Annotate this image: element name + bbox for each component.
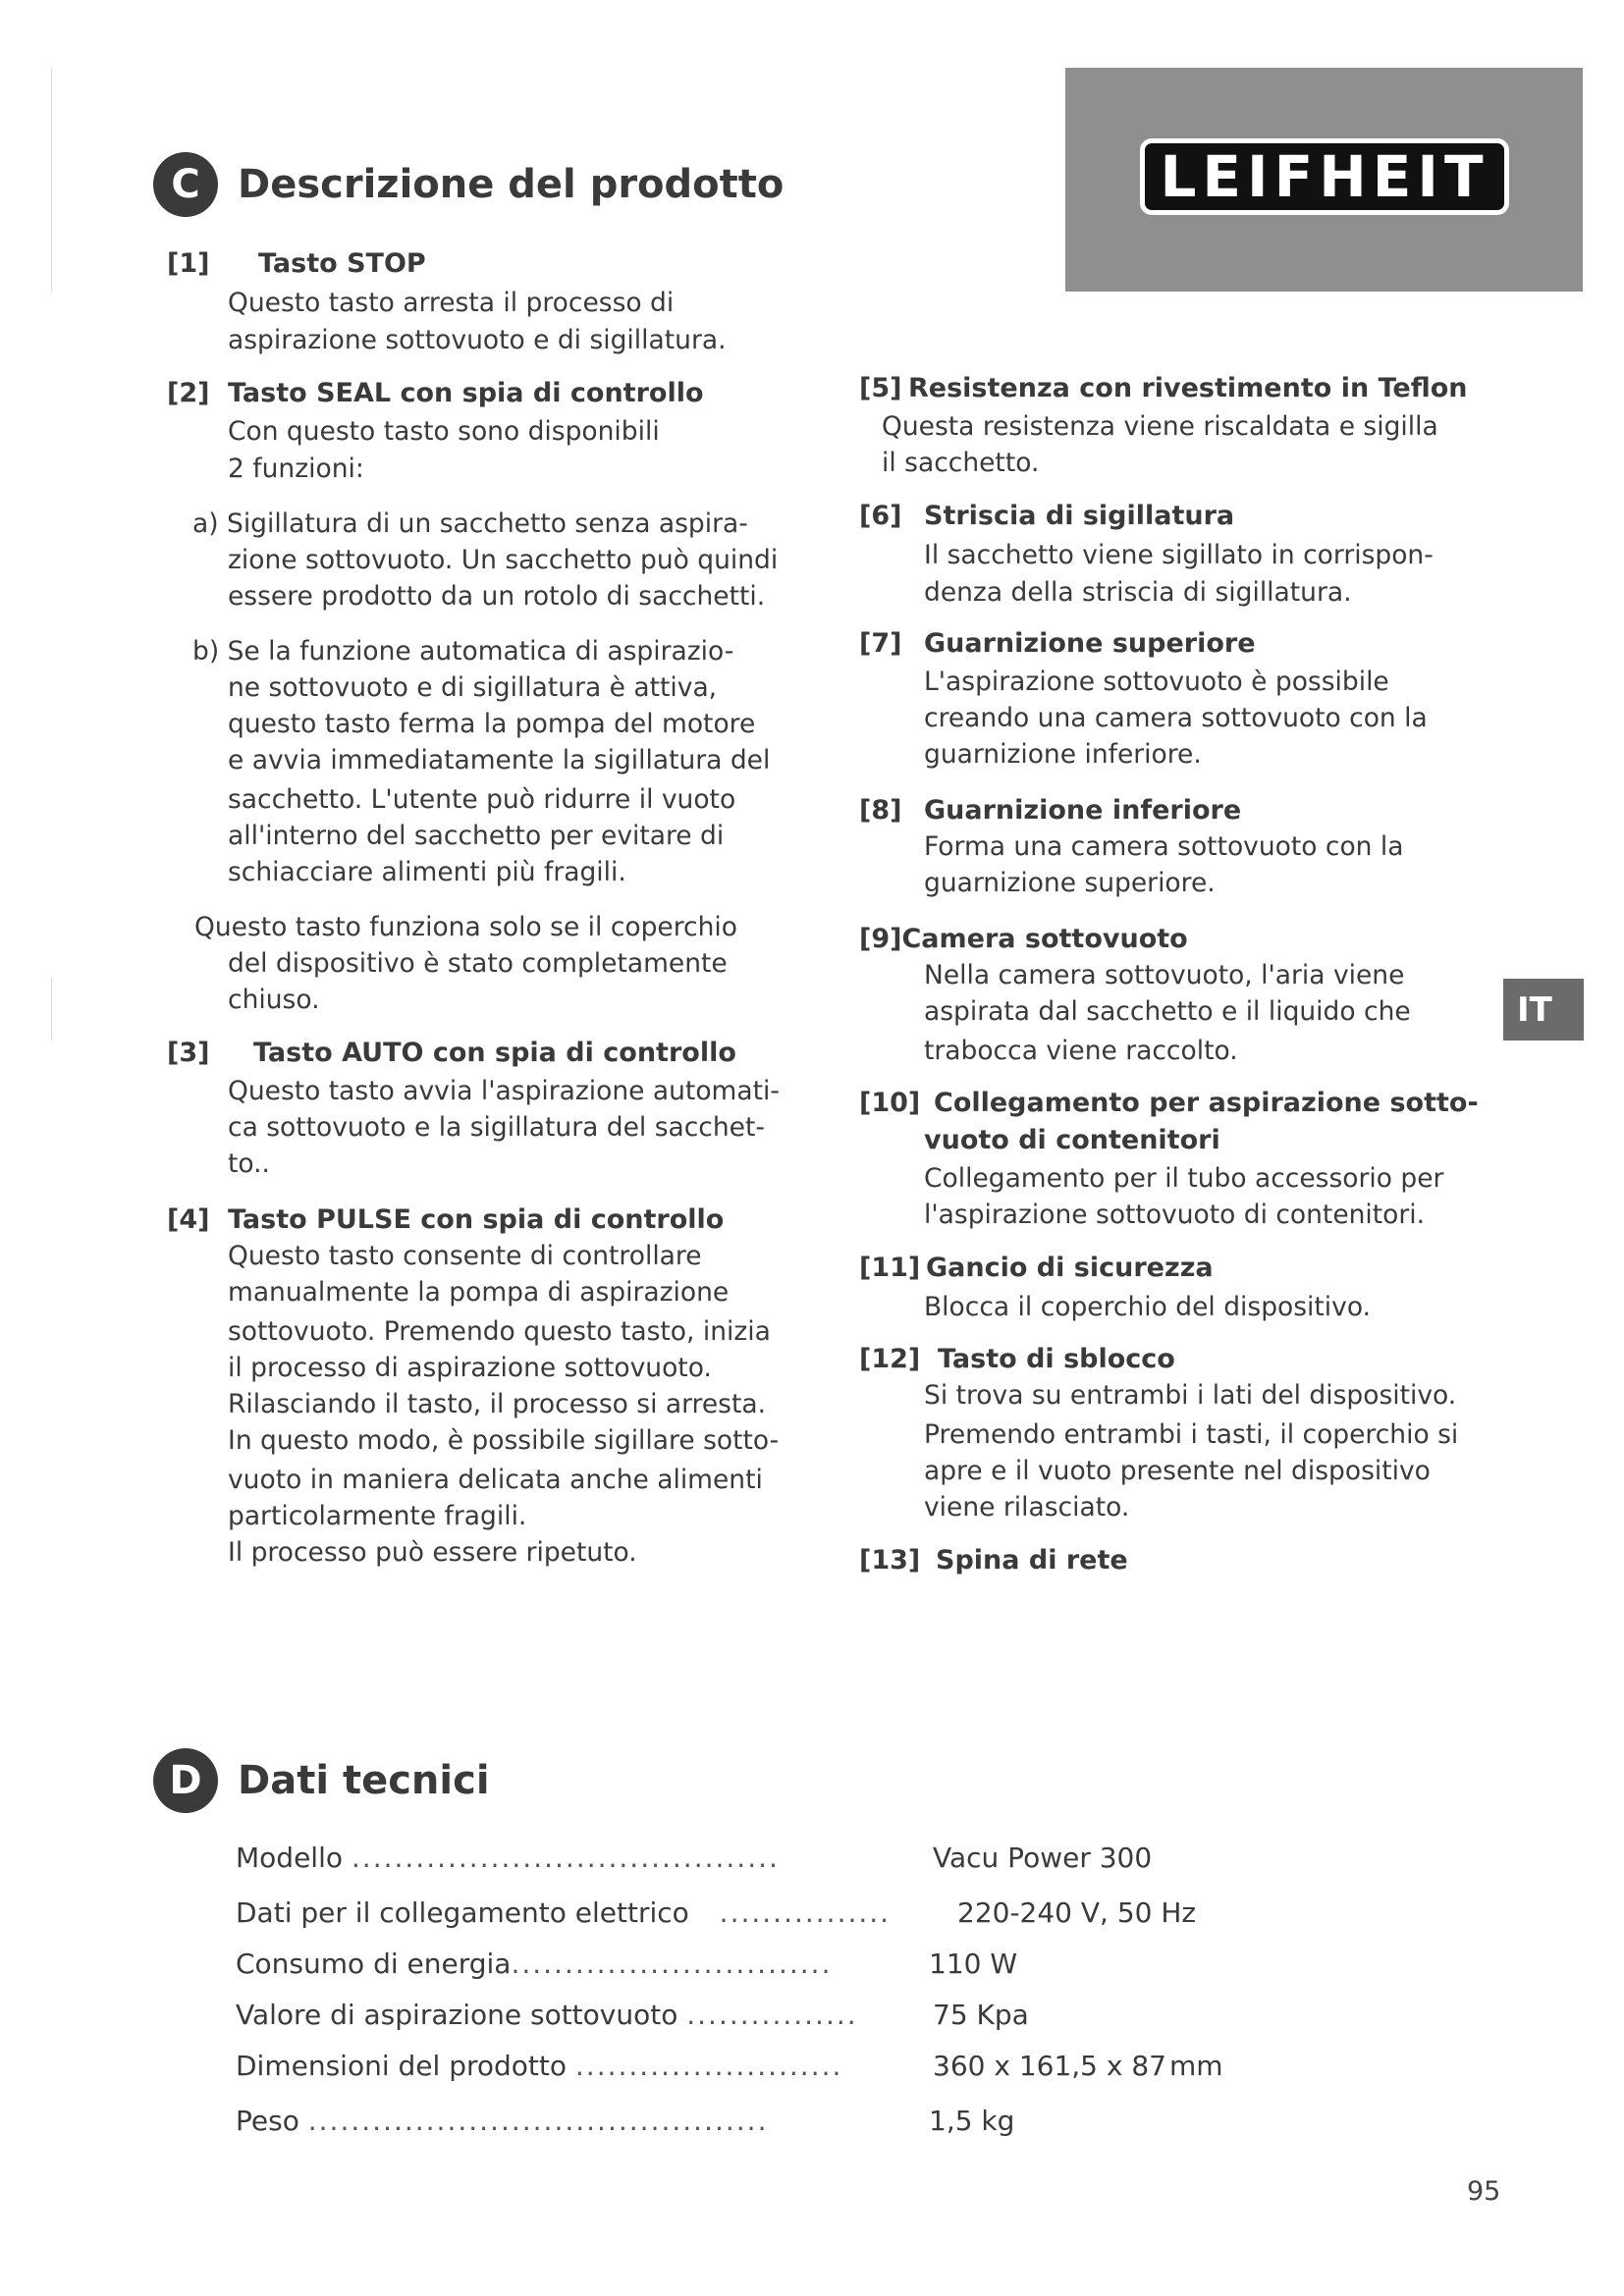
spec-value-vacuum: 75 Kpa [933,1999,1029,2031]
item-6-number: [6] [859,501,902,531]
item-2b-line-1: b) Se la funzione automatica di aspirazio- [192,636,734,667]
item-2b-line-5: sacchetto. L'utente può ridurre il vuoto [228,784,736,815]
margin-mark-top [51,68,52,292]
item-8-line-2: guarnizione superiore. [924,868,1216,898]
item-1-line-1: Questo tasto arresta il processo di [228,288,675,318]
item-4-title: Tasto PULSE con spia di controllo [228,1204,725,1235]
spec-leader: ................ [686,1999,858,2031]
item-2-note-line-2: del dispositivo è stato completamente [228,948,728,979]
item-10-number: [10] [859,1088,921,1118]
item-2b-line-6: all'interno del sacchetto per evitare di [228,821,725,851]
spec-label: Dati per il collegamento elettrico [236,1896,689,1929]
item-7-line-1: L'aspirazione sottovuoto è possibile [924,667,1389,697]
spec-label: Peso [236,2105,299,2137]
item-10-line-2: l'aspirazione sottovuoto di contenitori. [924,1200,1426,1230]
item-12-number: [12] [859,1344,921,1374]
item-12-line-1: Si trova su entrambi i lati del dispositivo. [924,1380,1457,1411]
item-4-line-1: Questo tasto consente di controllare [228,1241,702,1271]
spec-row-weight [236,2103,768,2140]
item-2-note-line-3: chiuso. [228,985,320,1015]
item-10-title-cont: vuoto di contenitori [924,1125,1220,1155]
item-9-line-3: trabocca viene raccolto. [924,1036,1238,1066]
brand-logo: LEIFHEIT [1140,138,1509,215]
item-11-number: [11] [859,1253,921,1283]
section-d-header [153,1748,490,1813]
spec-value-energy: 110 W [929,1948,1018,1980]
section-d-title: Dati tecnici [238,1758,490,1803]
item-4-number: [4] [167,1204,210,1235]
item-4-line-7: vuoto in maniera delicata anche alimenti [228,1465,763,1495]
item-2b-line-3: questo tasto ferma la pompa del motore [228,709,756,739]
item-12-line-3: apre e il vuoto presente nel dispositivo [924,1456,1431,1486]
item-5-line-1: Questa resistenza viene riscaldata e sigilla [882,411,1438,442]
item-10-title: Collegamento per aspirazione sotto- [934,1088,1479,1118]
item-6-title: Striscia di sigillatura [924,501,1235,531]
spec-label: Valore di aspirazione sottovuoto [236,1999,678,2031]
item-9-line-2: aspirata dal sacchetto e il liquido che [924,996,1411,1027]
item-6-line-1: Il sacchetto viene sigillato in corrispon- [924,540,1434,570]
item-2-title: Tasto SEAL con spia di controllo [228,378,704,408]
spec-value-power-connection: 220-240 V, 50 Hz [957,1896,1197,1929]
item-4-line-9: Il processo può essere ripetuto. [228,1537,637,1568]
item-9-number: [9] [859,924,902,954]
item-9-line-1: Nella camera sottovuoto, l'aria viene [924,960,1405,990]
item-2a-line-1: a) Sigillatura di un sacchetto senza aspira- [192,508,748,539]
item-12-line-4: viene rilasciato. [924,1492,1130,1522]
spec-row-vacuum [236,1997,858,2034]
section-d-letter: D [153,1748,218,1813]
item-4-line-6: In questo modo, è possibile sigillare sotto- [228,1425,780,1456]
item-9-title: Camera sottovuoto [901,924,1188,954]
spec-label: Modello [236,1842,343,1874]
item-2-line-1: Con questo tasto sono disponibili [228,416,660,447]
item-1-title: Tasto STOP [258,248,426,279]
item-4-line-5: Rilasciando il tasto, il processo si arresta. [228,1389,766,1419]
spec-row-model [236,1840,780,1877]
spec-label: Dimensioni del prodotto [236,2050,567,2082]
spec-leader: ........................................... [307,2105,769,2137]
item-3-line-1: Questo tasto avvia l'aspirazione automati- [228,1076,780,1106]
item-1-line-2: aspirazione sottovuoto e di sigillatura. [228,325,727,355]
item-11-line-1: Blocca il coperchio del dispositivo. [924,1292,1372,1322]
item-4-line-2: manualmente la pompa di aspirazione [228,1277,730,1308]
spec-row-power-connection [236,1895,891,1932]
item-5-title: Resistenza con rivestimento in Teflon [908,373,1468,403]
spec-leader: ......................... [574,2050,843,2082]
spec-label: Consumo di energia [236,1948,512,1980]
spec-leader: .............................. [511,1948,833,1980]
item-2b-line-2: ne sottovuoto e di sigillatura è attiva, [228,672,718,703]
item-6-line-2: denza della striscia di sigillatura. [924,577,1352,608]
item-10-line-1: Collegamento per il tubo accessorio per [924,1163,1444,1194]
spec-value-model: Vacu Power 300 [933,1842,1153,1874]
section-c-title: Descrizione del prodotto [238,162,785,207]
item-13-title: Spina di rete [936,1545,1128,1575]
item-8-title: Guarnizione inferiore [924,795,1242,826]
spec-row-energy [236,1946,832,1983]
section-c-header [153,152,784,217]
section-c-letter: C [153,152,218,217]
item-13-number: [13] [859,1545,921,1575]
item-1-number: [1] [167,248,210,279]
spec-leader: ................ [719,1896,892,1929]
item-11-title: Gancio di sicurezza [926,1253,1214,1283]
item-2a-line-3: essere prodotto da un rotolo di sacchetti. [228,581,766,612]
spec-row-dimensions [236,2048,842,2085]
page-number: 95 [1467,2176,1501,2207]
item-2-note-line-1: Questo tasto funziona solo se il coperchio [194,912,737,942]
spec-unit-dimensions: mm [1169,2050,1223,2082]
item-4-line-8: particolarmente fragili. [228,1501,527,1531]
spec-leader: ........................................ [351,1842,780,1874]
spec-value-dimensions: 360 x 161,5 x 87 [933,2050,1166,2082]
item-7-line-2: creando una camera sottovuoto con la [924,703,1428,733]
item-7-line-3: guarnizione inferiore. [924,739,1202,770]
item-12-line-2: Premendo entrambi i tasti, il coperchio si [924,1419,1459,1450]
item-7-number: [7] [859,628,902,659]
item-3-title: Tasto AUTO con spia di controllo [253,1038,736,1068]
margin-mark-middle [51,979,52,1041]
item-2a-line-2: zione sottovuoto. Un sacchetto può quindi [228,545,779,575]
item-12-title: Tasto di sblocco [938,1344,1175,1374]
item-9-heading [859,921,1188,958]
language-tab: IT [1503,979,1584,1041]
item-7-title: Guarnizione superiore [924,628,1256,659]
spec-value-weight: 1,5 kg [929,2105,1015,2137]
item-8-number: [8] [859,795,902,826]
item-2-line-2: 2 funzioni: [228,454,364,484]
item-2b-line-4: e avvia immediatamente la sigillatura del [228,745,771,775]
item-4-line-3: sottovuoto. Premendo questo tasto, inizia [228,1316,771,1347]
item-3-line-3: to.. [228,1148,270,1179]
item-5-line-2: il sacchetto. [882,448,1040,478]
item-5-number: [5] [859,373,902,403]
item-3-number: [3] [167,1038,210,1068]
item-3-line-2: ca sottovuoto e la sigillatura del sacchet- [228,1112,765,1143]
item-2b-line-7: schiacciare alimenti più fragili. [228,857,626,887]
item-8-line-1: Forma una camera sottovuoto con la [924,831,1404,862]
item-4-line-4: il processo di aspirazione sottovuoto. [228,1353,712,1383]
brand-logo-panel [1065,68,1583,292]
item-2-number: [2] [167,378,210,408]
